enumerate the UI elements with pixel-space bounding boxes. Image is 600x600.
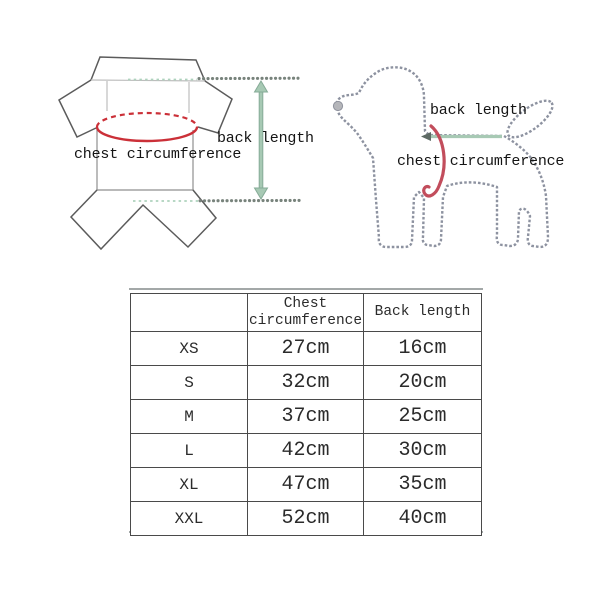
header-chest-line2: circumference [248,312,363,329]
size-label: XXL [131,502,248,536]
chest-value: 42cm [248,434,364,468]
table-row [131,468,482,502]
header-chest-cell [248,294,364,332]
table-row [131,434,482,468]
back-value: 30cm [364,434,482,468]
dog-back-length-label: back length [430,102,527,119]
chest-ellipse-solid-bottom [97,127,197,141]
back-value: 20cm [364,366,482,400]
back-value: 25cm [364,400,482,434]
back-value: 40cm [364,502,482,536]
size-label: L [131,434,248,468]
size-table [130,293,482,536]
top-guide-line [128,78,298,79]
size-label: S [131,366,248,400]
table-row [131,502,482,536]
size-label: XL [131,468,248,502]
back-value: 16cm [364,332,482,366]
chest-value: 27cm [248,332,364,366]
garment-collar [91,57,205,81]
size-label: M [131,400,248,434]
dog-chest-label: chest circumference [397,153,565,170]
garment-back-length-label: back length [217,130,314,147]
table-row [131,332,482,366]
chest-value: 47cm [248,468,364,502]
dog-diagram [333,67,564,247]
back-value: 35cm [364,468,482,502]
garment-right-sleeve [198,81,232,133]
garment-flat-diagram [59,57,314,249]
bottom-guide-line [133,200,302,201]
garment-left-sleeve [59,80,96,137]
table-top-rule [129,288,483,290]
header-size-cell [131,294,248,332]
chest-ellipse-dashed-top [97,113,197,127]
header-back-cell: Back length [364,294,482,332]
garment-bottom-flaps [71,190,216,249]
chest-value: 52cm [248,502,364,536]
size-label: XS [131,332,248,366]
arrow-head-down-icon [255,188,268,199]
garment-collar-seam [91,80,205,81]
chest-value: 37cm [248,400,364,434]
dog-nose [333,101,342,110]
header-chest-line1: Chest [283,295,328,312]
table-row [131,400,482,434]
chest-value: 32cm [248,366,364,400]
table-header-row [131,294,482,332]
arrow-head-up-icon [255,81,268,92]
garment-chest-label: chest circumference [74,146,242,163]
table-row [131,366,482,400]
